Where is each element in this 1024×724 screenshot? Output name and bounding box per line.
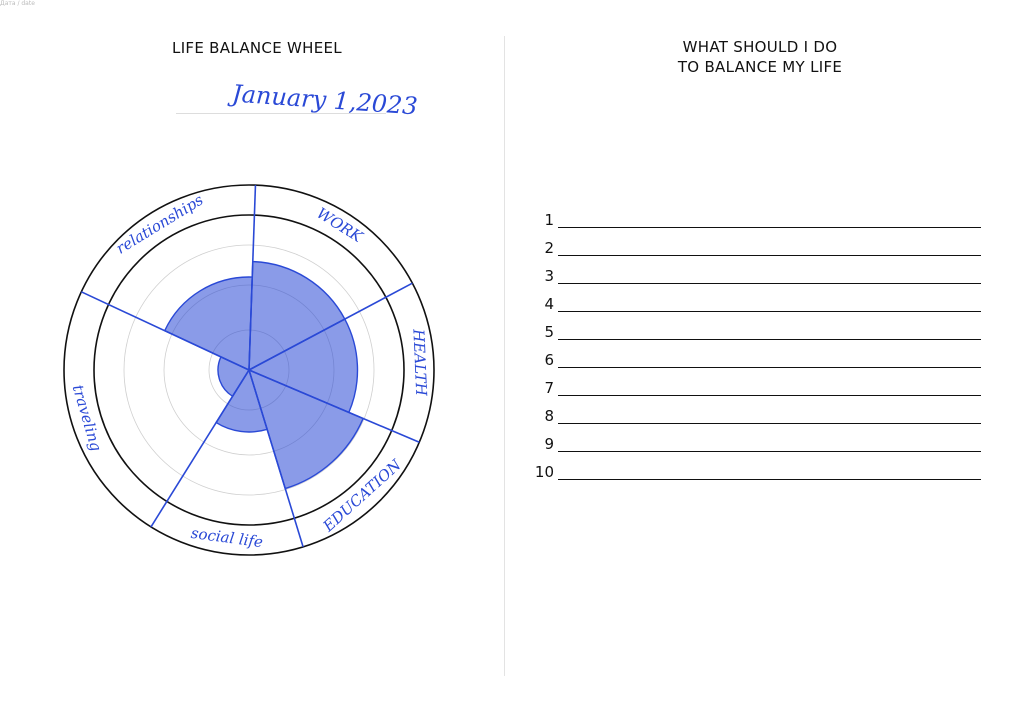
segment-label-health: HEALTH <box>409 328 431 397</box>
segment-label-social-life: social life <box>189 523 265 552</box>
action-row-number: 9 <box>544 435 554 453</box>
action-row <box>530 294 990 322</box>
action-row-write-line[interactable] <box>558 255 981 256</box>
action-row <box>530 406 990 434</box>
segment-divider-5 <box>151 370 249 527</box>
wheel-page-title: LIFE BALANCE WHEEL <box>172 39 342 57</box>
action-row-write-line[interactable] <box>558 395 981 396</box>
action-row <box>530 350 990 378</box>
action-row-write-line[interactable] <box>558 283 981 284</box>
segment-label-traveling: traveling <box>68 382 106 454</box>
actions-title-line-2: TO BALANCE MY LIFE <box>677 58 843 76</box>
action-row <box>530 210 990 238</box>
action-row <box>530 238 990 266</box>
action-row-write-line[interactable] <box>558 367 981 368</box>
segment-label-education: EDUCATION <box>319 455 405 536</box>
action-row-number: 6 <box>544 351 554 369</box>
action-row <box>530 266 990 294</box>
action-row-number: 1 <box>544 211 554 229</box>
action-row <box>530 462 990 490</box>
action-row-number: 3 <box>544 267 554 285</box>
action-row-write-line[interactable] <box>558 227 981 228</box>
handwritten-date: January 1,2023 <box>231 79 419 121</box>
action-row-number: 5 <box>544 323 554 341</box>
action-row-write-line[interactable] <box>558 339 981 340</box>
filled-levels <box>165 262 363 489</box>
action-row <box>530 434 990 462</box>
action-row-number: 4 <box>544 295 554 313</box>
segment-label-relationships: relationships <box>112 190 207 258</box>
date-field-label: Дата / date <box>0 0 35 7</box>
level-fill-relationships <box>165 277 253 370</box>
action-row-write-line[interactable] <box>558 423 981 424</box>
action-row-number: 7 <box>544 379 554 397</box>
action-row <box>530 322 990 350</box>
actions-title-line-1: WHAT SHOULD I DO <box>682 38 838 56</box>
action-row-write-line[interactable] <box>558 451 981 452</box>
action-row-number: 2 <box>544 239 554 257</box>
action-row-number: 8 <box>544 407 554 425</box>
action-row-number: 10 <box>534 463 554 481</box>
action-row-write-line[interactable] <box>558 311 981 312</box>
action-row-write-line[interactable] <box>558 479 981 480</box>
action-list <box>530 210 990 490</box>
segment-label-work: WORK <box>313 204 366 246</box>
action-row <box>530 378 990 406</box>
